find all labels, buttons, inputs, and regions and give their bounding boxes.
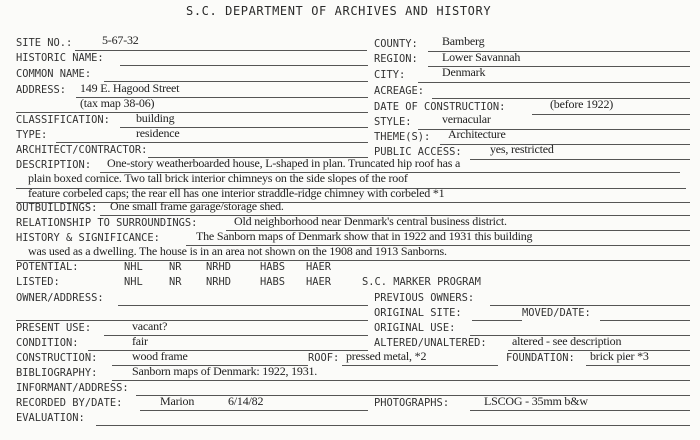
region-value: Lower Savannah xyxy=(442,50,521,64)
owner-address-label: OWNER/ADDRESS: xyxy=(16,292,104,304)
original-site-line xyxy=(472,320,522,321)
moved-date-line xyxy=(600,320,690,321)
history-line-1: The Sanborn maps of Denmark show that in 1922 and 1931 this building xyxy=(196,229,533,243)
address-line-2 xyxy=(16,112,368,113)
description-line-1: One-story weatherboarded house, L-shaped in plan. Truncated hip roof has a xyxy=(107,156,461,170)
construction-label: CONSTRUCTION: xyxy=(16,352,98,364)
historic-name-label: HISTORIC NAME: xyxy=(16,52,104,64)
potential-nr: NR xyxy=(169,261,182,273)
address-value: 149 E. Hagood Street xyxy=(80,81,180,95)
city-label: CITY: xyxy=(374,69,406,81)
potential-nrhd: NRHD xyxy=(206,261,232,273)
construction-value: wood frame xyxy=(132,349,188,363)
bibliography-value: Sanborn maps of Denmark: 1922, 1931. xyxy=(132,364,318,378)
outbuildings-label: OUTBUILDINGS: xyxy=(16,202,98,214)
public-access-value: yes, restricted xyxy=(490,142,554,156)
type-line xyxy=(56,142,368,143)
potential-label: POTENTIAL: xyxy=(16,261,79,273)
altered-label: ALTERED/UNALTERED: xyxy=(374,337,487,349)
theme-line xyxy=(440,144,690,145)
owner-address-line-2 xyxy=(16,320,368,321)
listed-haer: HAER xyxy=(306,276,332,288)
photographs-line xyxy=(470,410,690,411)
date-of-construction-value: (before 1922) xyxy=(550,97,614,111)
recorded-by-label: RECORDED BY/DATE: xyxy=(16,397,123,409)
potential-haer: HAER xyxy=(306,261,332,273)
theme-label: THEME(S): xyxy=(374,131,431,143)
recorded-by-date: 6/14/82 xyxy=(228,394,264,408)
roof-line xyxy=(342,365,498,366)
informant-line xyxy=(136,395,690,396)
foundation-label: FOUNDATION: xyxy=(506,352,575,364)
address-tax-map: (tax map 38-06) xyxy=(80,96,155,110)
bibliography-line xyxy=(112,380,690,381)
foundation-value: brick pier *3 xyxy=(590,349,649,363)
foundation-line xyxy=(586,365,690,366)
date-of-construction-line xyxy=(532,114,690,115)
listed-habs: HABS xyxy=(260,276,286,288)
marker-program-label: S.C. MARKER PROGRAM xyxy=(362,276,481,288)
county-value: Bamberg xyxy=(442,34,485,48)
moved-date-label: MOVED/DATE: xyxy=(522,307,591,319)
public-access-line xyxy=(470,159,690,160)
description-line-3: feature corbeled caps; the rear ell has one interior straddle-ridge chimney with corbeled *1 xyxy=(28,186,445,200)
photographs-value: LSCOG - 35mm b&w xyxy=(484,394,588,408)
roof-value: pressed metal, *2 xyxy=(346,349,427,363)
listed-nr: NR xyxy=(169,276,182,288)
previous-owners-label: PREVIOUS OWNERS: xyxy=(374,292,475,304)
history-label: HISTORY & SIGNIFICANCE: xyxy=(16,232,160,244)
recorded-by-name: Marion xyxy=(160,394,195,408)
outbuildings-value: One small frame garage/storage shed. xyxy=(110,199,284,213)
description-line-2: plain boxed cornice. Two tall brick interior chimneys on the side slopes of the roof xyxy=(28,171,408,185)
site-no-label: SITE NO.: xyxy=(16,37,73,49)
type-value: residence xyxy=(136,126,180,140)
roof-label: ROOF: xyxy=(308,352,340,364)
present-use-value: vacant? xyxy=(132,319,168,333)
site-no-value: 5-67-32 xyxy=(102,33,139,47)
evaluation-label: EVALUATION: xyxy=(16,412,85,424)
city-value: Denmark xyxy=(442,65,486,79)
listed-nrhd: NRHD xyxy=(206,276,232,288)
historic-name-line xyxy=(120,65,368,66)
listed-nhl: NHL xyxy=(124,276,143,288)
classification-label: CLASSIFICATION: xyxy=(16,114,110,126)
acreage-label: ACREAGE: xyxy=(374,85,425,97)
form-header: S.C. DEPARTMENT OF ARCHIVES AND HISTORY xyxy=(186,4,492,18)
theme-value: Architecture xyxy=(448,127,506,141)
potential-nhl: NHL xyxy=(124,261,143,273)
public-access-label: PUBLIC ACCESS: xyxy=(374,146,462,158)
previous-owners-line xyxy=(490,305,690,306)
condition-value: fair xyxy=(132,334,148,348)
relationship-value: Old neighborhood near Denmark's central business district. xyxy=(234,214,507,228)
county-label: COUNTY: xyxy=(374,38,418,50)
classification-value: building xyxy=(136,111,175,125)
site-no-line xyxy=(75,50,367,51)
description-label: DESCRIPTION: xyxy=(16,159,92,171)
common-name-label: COMMON NAME: xyxy=(16,68,92,80)
photographs-label: PHOTOGRAPHS: xyxy=(374,397,450,409)
history-line-2: was used as a dwelling. The house is in an area not shown on the 1908 and 1913 Sanborns. xyxy=(28,244,447,258)
address-label: ADDRESS: xyxy=(16,84,67,96)
relationship-label: RELATIONSHIP TO SURROUNDINGS: xyxy=(16,217,198,229)
informant-label: INFORMANT/ADDRESS: xyxy=(16,382,129,394)
original-site-label: ORIGINAL SITE: xyxy=(374,307,462,319)
listed-label: LISTED: xyxy=(16,276,60,288)
history-rule-2 xyxy=(16,260,690,261)
architect-label: ARCHITECT/CONTRACTOR: xyxy=(16,144,148,156)
type-label: TYPE: xyxy=(16,129,48,141)
region-label: REGION: xyxy=(374,53,418,65)
potential-habs: HABS xyxy=(260,261,286,273)
style-value: vernacular xyxy=(442,112,491,126)
condition-label: CONDITION: xyxy=(16,337,79,349)
present-use-label: PRESENT USE: xyxy=(16,322,92,334)
city-line xyxy=(418,82,690,83)
date-of-construction-label: DATE OF CONSTRUCTION: xyxy=(374,101,506,113)
condition-line xyxy=(88,350,368,351)
style-label: STYLE: xyxy=(374,116,412,128)
altered-value: altered - see description xyxy=(512,334,622,348)
recorded-by-line xyxy=(140,410,368,411)
original-use-label: ORIGINAL USE: xyxy=(374,322,456,334)
bibliography-label: BIBLIOGRAPHY: xyxy=(16,367,98,379)
evaluation-line xyxy=(96,425,690,426)
owner-address-line xyxy=(118,305,368,306)
